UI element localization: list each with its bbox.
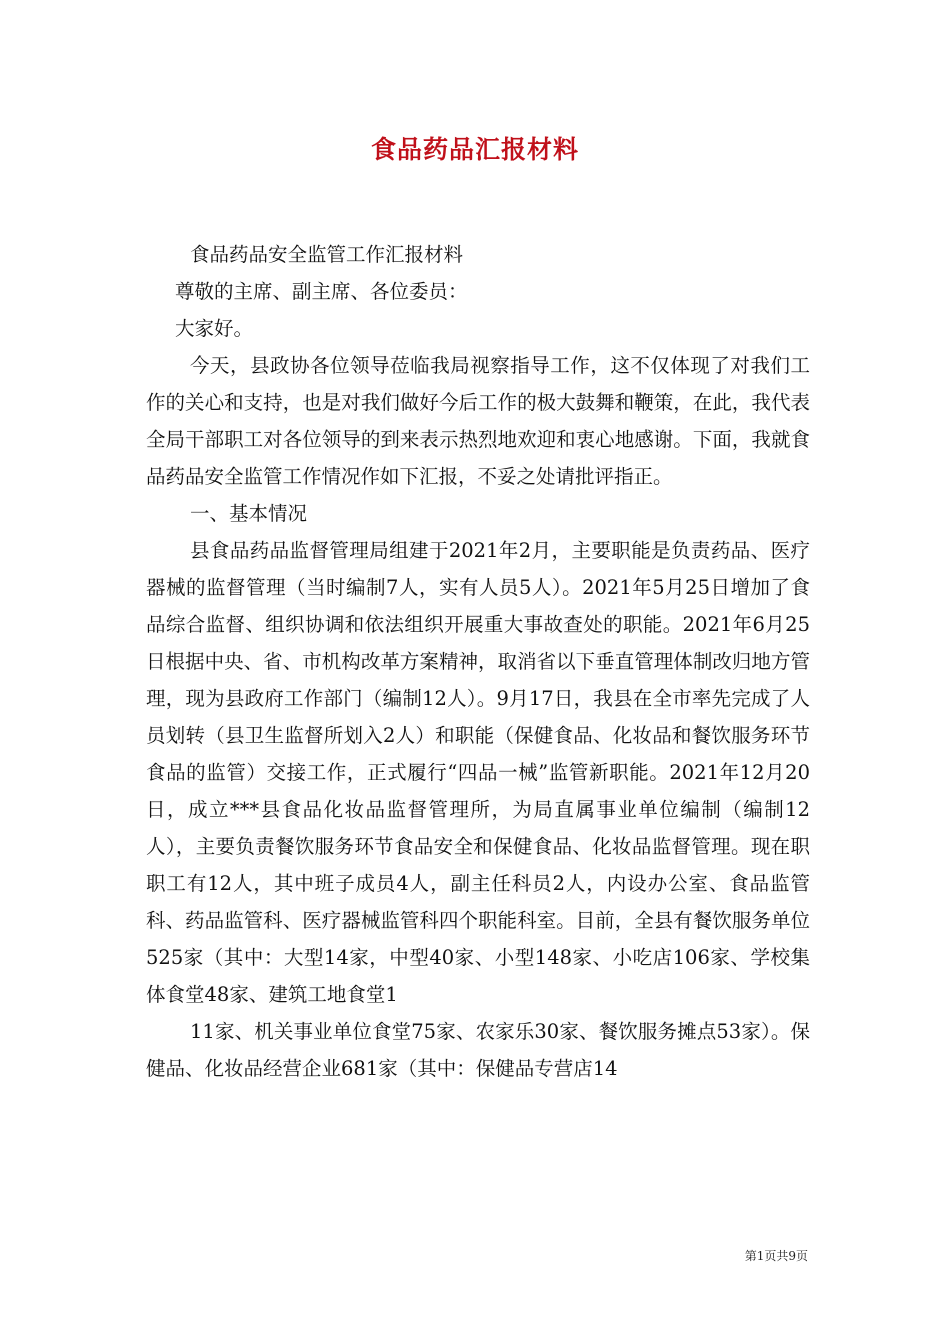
greeting: 大家好。 [175,317,254,340]
section-heading-basic-situation: 一、基本情况 [190,502,308,525]
basic-situation-paragraph: 县食品药品监督管理局组建于2021年2月，主要职能是负责药品、医疗器械的监督管理（当时编制7人，实有人员5人）。2021年5月25日增加了食品综合监督、组织协调和依法组织开展重大事故查处的职能。2021年6月25日根据中央、省、市机构改革方案精神，取消省以下垂直管理体制改归地方管理，现为县政府工作部门（编制12人）。9月17日，我县在全市率先完成了人员划转（县卫生监督所划入2人）和职能（保健食品、化妆品和餐饮服务环节食品的监管）交接工作，正式履行“四品一械”监管新职能。2021年12月20日，成立***县食品化妆品监督管理所，为局直属事业单位编制（编制12人），主要负责餐饮服务环节食品安全和保健食品、化妆品监督管理。现在职职工有12人，其中班子成员4人，副主任科员2人，内设办公室、食品监管科、药品监管科、医疗器械监管科四个职能科室。目前，全县有餐饮服务单位525家（其中：大型14家，中型40家、小型148家、小吃店106家、学校集体食堂48家、建筑工地食堂1 [146,539,810,1006]
page-indicator: 第1页共9页 [744,1249,808,1263]
salutation: 尊敬的主席、副主席、各位委员： [175,280,468,303]
report-heading: 食品药品安全监管工作汇报材料 [190,243,464,266]
document-body [146,236,810,1087]
intro-paragraph: 今天，县政协各位领导莅临我局视察指导工作，这不仅体现了对我们工作的关心和支持，也是对我们做好今后工作的极大鼓舞和鞭策，在此，我代表全局干部职工对各位领导的到来表示热烈地欢迎和衷心地感谢。下面，我就食品药品安全监管工作情况作如下汇报，不妥之处请批评指正。 [146,354,810,488]
document-title: 食品药品汇报材料 [370,135,579,164]
continuation-paragraph: 11家、机关事业单位食堂75家、农家乐30家、餐饮服务摊点53家）。保健品、化妆品经营企业681家（其中：保健品专营店14 [146,1020,810,1080]
